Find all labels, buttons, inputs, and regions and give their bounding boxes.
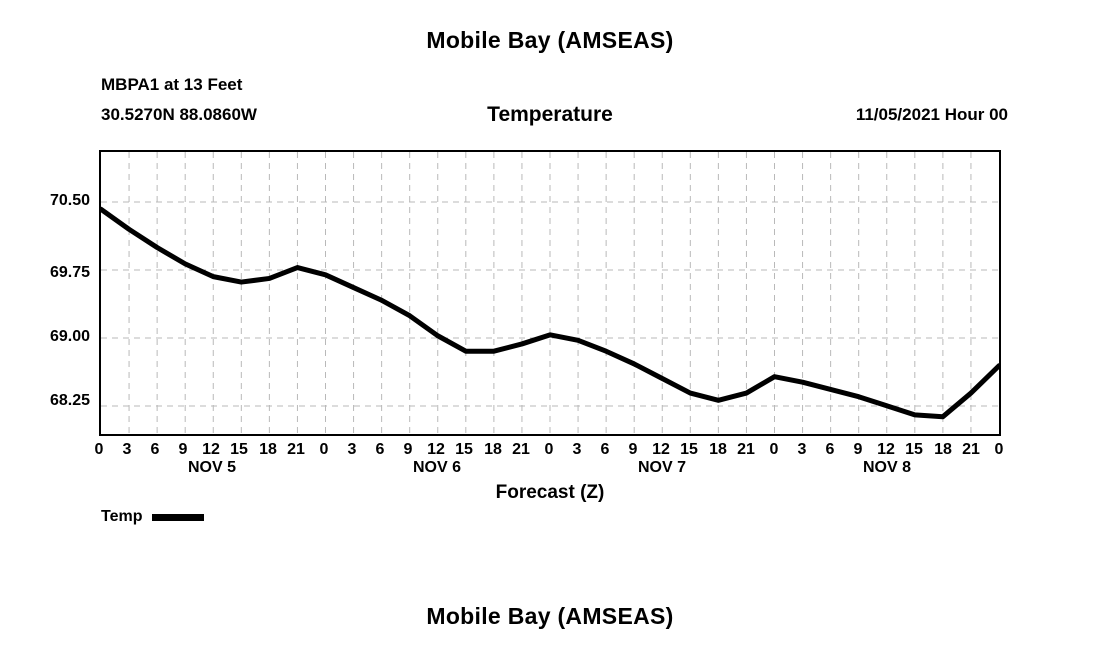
x-tick-label: 21 (737, 441, 755, 458)
x-tick-label: 15 (680, 441, 698, 458)
x-axis-label: Forecast (Z) (495, 482, 605, 503)
chart-svg (101, 152, 999, 434)
x-tick-label: 21 (962, 441, 980, 458)
x-tick-label: 12 (652, 441, 670, 458)
x-tick-label: 0 (319, 441, 329, 458)
x-tick-label: 9 (178, 441, 188, 458)
x-tick-label: 6 (825, 441, 835, 458)
x-tick-label: 21 (512, 441, 530, 458)
x-tick-label: 0 (544, 441, 554, 458)
x-tick-label: 0 (994, 441, 1004, 458)
x-day-label: NOV 5 (187, 459, 236, 476)
x-tick-label: 9 (403, 441, 413, 458)
x-tick-label: 12 (202, 441, 220, 458)
x-tick-label: 0 (94, 441, 104, 458)
x-tick-label: 6 (150, 441, 160, 458)
x-tick-label: 3 (122, 441, 132, 458)
station-name: MBPA1 at 13 Feet (101, 75, 243, 94)
legend-line-swatch (152, 514, 204, 521)
x-tick-label: 15 (905, 441, 923, 458)
x-tick-label: 12 (877, 441, 895, 458)
x-tick-label: 18 (259, 441, 277, 458)
x-tick-label: 12 (427, 441, 445, 458)
x-tick-label: 18 (484, 441, 502, 458)
legend-label: Temp (101, 508, 143, 525)
model-run-time: 11/05/2021 Hour 00 (855, 105, 1008, 124)
legend (101, 508, 204, 526)
x-tick-label: 15 (230, 441, 248, 458)
grid-lines (101, 152, 999, 434)
x-tick-label: 3 (572, 441, 582, 458)
y-tick-label: 69.75 (49, 264, 90, 281)
x-tick-label: 15 (455, 441, 473, 458)
x-day-label: NOV 8 (862, 459, 911, 476)
x-tick-label: 18 (709, 441, 727, 458)
x-tick-label: 3 (797, 441, 807, 458)
plot-area (99, 150, 1001, 436)
x-tick-label: 18 (934, 441, 952, 458)
x-tick-label: 3 (347, 441, 357, 458)
y-tick-label: 69.00 (49, 328, 90, 345)
x-tick-label: 21 (287, 441, 305, 458)
x-day-label: NOV 7 (637, 459, 686, 476)
y-tick-label: 70.50 (49, 192, 90, 209)
page-title-top: Mobile Bay (AMSEAS) (426, 27, 674, 53)
chart-subtitle: Temperature (487, 103, 613, 126)
x-tick-label: 6 (375, 441, 385, 458)
station-coordinates: 30.5270N 88.0860W (101, 105, 257, 124)
x-day-label: NOV 6 (412, 459, 461, 476)
x-tick-label: 9 (628, 441, 638, 458)
x-tick-label: 0 (769, 441, 779, 458)
x-tick-label: 9 (853, 441, 863, 458)
y-tick-label: 68.25 (49, 392, 90, 409)
page-title-bottom: Mobile Bay (AMSEAS) (426, 603, 674, 629)
x-tick-label: 6 (600, 441, 610, 458)
